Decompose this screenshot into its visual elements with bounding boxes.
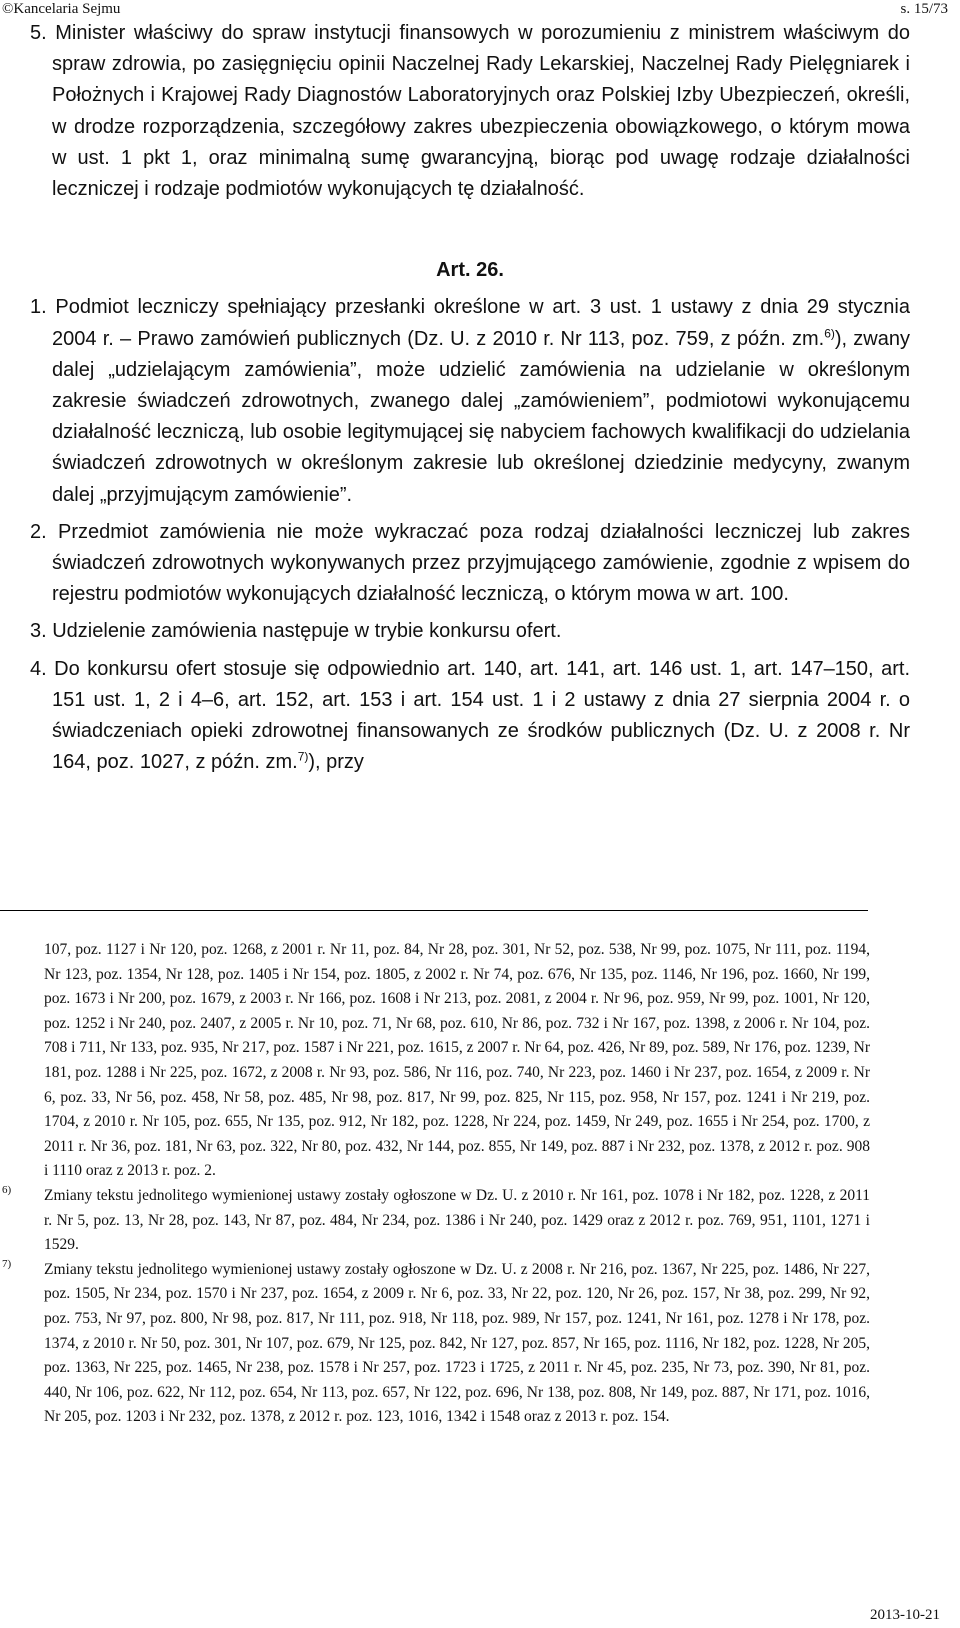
item-1-text-end: ), zwany dalej „udzielającym zamówienia”, może udzielić zamówienia na udzielanie w określonym zakresie świadczeń zdrowotnych, zwanego dalej „zamówieniem”, podmiotowi wykonującemu działalność leczniczą, lub osobie legitymującej się nabyciem fachowych kwalifikacji do udzielania świadczeń zdrowotnych w określonym zakresie lub określonej dziedzinie medycyny, zwanym dalej „przyjmującym zamówienie”.	[52, 327, 910, 506]
article-item-3: 3. Udzielenie zamówienia następuje w trybie konkursu ofert.	[30, 620, 562, 643]
item-4-text-end: ), przy	[308, 751, 364, 774]
footnote-ref-7[interactable]: 7)	[297, 749, 309, 764]
paragraph-point-5: 5. Minister właściwy do spraw instytucji finansowych w porozumieniu z ministrem właściwym do spraw zdrowia, po zasięgnięciu opinii Naczelnej Rady Lekarskiej, Naczelnej Rady Pielęgniarek i Położnych i Krajowej Rady Diagnostów Laboratoryjnych oraz Polskiej Izby Ubezpieczeń, określi, w drodze rozporządzenia, szczegółowy zakres ubezpieczenia obowiązkowego, o którym mowa w ust. 1 pkt 1, oraz minimalną sumę gwarancyjną, biorąc pod uwagę rodzaje działalności leczniczej i rodzaje podmiotów wykonujących tę działalność.	[30, 22, 910, 201]
article-title: Art. 26.	[436, 259, 504, 282]
footnote-6-text: Zmiany tekstu jednolitego wymienionej ustawy zostały ogłoszone w Dz. U. z 2010 r. Nr 161, poz. 1078 i Nr 182, poz. 1228, z 2011 r. Nr 5, poz. 13, Nr 28, poz. 143, Nr 87, poz. 484, Nr 234, poz. 1386 i Nr 240, poz. 1429 oraz z 2012 r. poz. 769, 951, 1101, 1271 i 1529.	[44, 1186, 870, 1254]
footnotes	[2, 938, 870, 1430]
page-header	[0, 0, 960, 20]
footer-date: 2013-10-21	[870, 1607, 940, 1623]
header-source: ©Kancelaria Sejmu	[2, 1, 121, 17]
item-1-text-start: 1. Podmiot leczniczy spełniający przesłanki określone w art. 3 ust. 1 ustawy z dnia 29 stycznia 2004 r. – Prawo zamówień publicznych (Dz. U. z 2010 r. Nr 113, poz. 759, z późn. zm.	[30, 296, 910, 350]
footnote-ref-6[interactable]: 6)	[824, 325, 835, 340]
footnote-separator	[0, 910, 868, 911]
item-4-text-start: 4. Do konkursu ofert stosuje się odpowiednio art. 140, art. 141, art. 146 ust. 1, art. 147–150, art. 151 ust. 1, 2 i 4–6, art. 152, art. 153 i art. 154 ust. 1 i 2 ustawy z dnia 27 sierpnia 2004 r. o świadczeniach opieki zdrowotnej finansowanych ze środków publicznych (Dz. U. z 2008 r. Nr 164, poz. 1027, z późn. zm.	[30, 657, 910, 774]
footnote-continuation: 107, poz. 1127 i Nr 120, poz. 1268, z 2001 r. Nr 11, poz. 84, Nr 28, poz. 301, Nr 52, poz. 538, Nr 99, poz. 1075, Nr 111, poz. 1194, Nr 123, poz. 1354, Nr 128, poz. 1405 i Nr 154, poz. 1805, z 2002 r. Nr 74, poz. 676, Nr 135, poz. 1146, Nr 196, poz. 1660, Nr 199, poz. 1673 i Nr 200, poz. 1679, z 2003 r. Nr 166, poz. 1608 i Nr 213, poz. 2081, z 2004 r. Nr 96, poz. 959, Nr 99, poz. 1001, Nr 120, poz. 1252 i Nr 240, poz. 2407, z 2005 r. Nr 10, poz. 71, Nr 68, poz. 610, Nr 86, poz. 732 i Nr 167, poz. 1398, z 2006 r. Nr 104, poz. 708 i 711, Nr 133, poz. 935, Nr 217, poz. 1587 i Nr 221, poz. 1615, z 2007 r. Nr 64, poz. 426, Nr 89, poz. 589, Nr 176, poz. 1239, Nr 181, poz. 1288 i Nr 225, poz. 1672, z 2008 r. Nr 93, poz. 586, Nr 116, poz. 740, Nr 223, poz. 1460 i Nr 237, poz. 1654, z 2009 r. Nr 6, poz. 33, Nr 56, poz. 458, Nr 58, poz. 485, Nr 98, poz. 817, Nr 99, poz. 825, Nr 115, poz. 958, Nr 157, poz. 1241 i Nr 219, poz. 1704, z 2010 r. Nr 105, poz. 655, Nr 135, poz. 912, Nr 182, poz. 1228, Nr 224, poz. 1459, Nr 249, poz. 1655 i Nr 254, poz. 1700, z 2011 r. Nr 36, poz. 181, Nr 63, poz. 322, Nr 80, poz. 432, Nr 144, poz. 855, Nr 149, poz. 887 i Nr 232, poz. 1378, z 2012 r. poz. 908 i 1110 oraz z 2013 r. poz. 2.	[44, 941, 870, 1180]
footnote-6	[2, 1183, 870, 1258]
footnote-7-mark: 7)	[2, 1257, 12, 1270]
header-page-number: s. 15/73	[900, 1, 948, 17]
article-item-2: 2. Przedmiot zamówienia nie może wykraczać poza rodzaj działalności leczniczej lub zakres świadczeń zdrowotnych wykonywanych przez przyjmującego zamówienie, zgodnie z wpisem do rejestru podmiotów wykonujących działalność leczniczą, o którym mowa w art. 100.	[30, 520, 910, 606]
footnote-6-mark: 6)	[2, 1183, 12, 1196]
footnote-7	[2, 1257, 870, 1430]
article-item-1	[30, 292, 910, 510]
main-text	[30, 18, 910, 778]
footnote-7-text: Zmiany tekstu jednolitego wymienionej ustawy zostały ogłoszone w Dz. U. z 2008 r. Nr 216, poz. 1367, Nr 225, poz. 1486, Nr 227, poz. 1505, Nr 234, poz. 1570 i Nr 237, poz. 1654, z 2009 r. Nr 6, poz. 33, Nr 22, poz. 120, Nr 26, poz. 157, Nr 38, poz. 299, Nr 92, poz. 753, Nr 97, poz. 800, Nr 98, poz. 817, Nr 111, poz. 918, Nr 118, poz. 989, Nr 157, poz. 1241, Nr 161, poz. 1278 i Nr 178, poz. 1374, z 2010 r. Nr 50, poz. 301, Nr 107, poz. 679, Nr 125, poz. 842, Nr 127, poz. 857, Nr 165, poz. 1116, Nr 182, poz. 1228, Nr 205, poz. 1363, Nr 225, poz. 1465, Nr 238, poz. 1578 i Nr 257, poz. 1723 i 1725, z 2011 r. Nr 45, poz. 235, Nr 73, poz. 390, Nr 81, poz. 440, Nr 106, poz. 622, Nr 112, poz. 654, Nr 113, poz. 657, Nr 122, poz. 696, Nr 138, poz. 808, Nr 149, poz. 887, Nr 171, poz. 1016, Nr 205, poz. 1203 i Nr 232, poz. 1378, z 2012 r. poz. 123, 1016, 1342 i 1548 oraz z 2013 r. poz. 154.	[44, 1260, 870, 1426]
article-item-4	[30, 654, 910, 779]
